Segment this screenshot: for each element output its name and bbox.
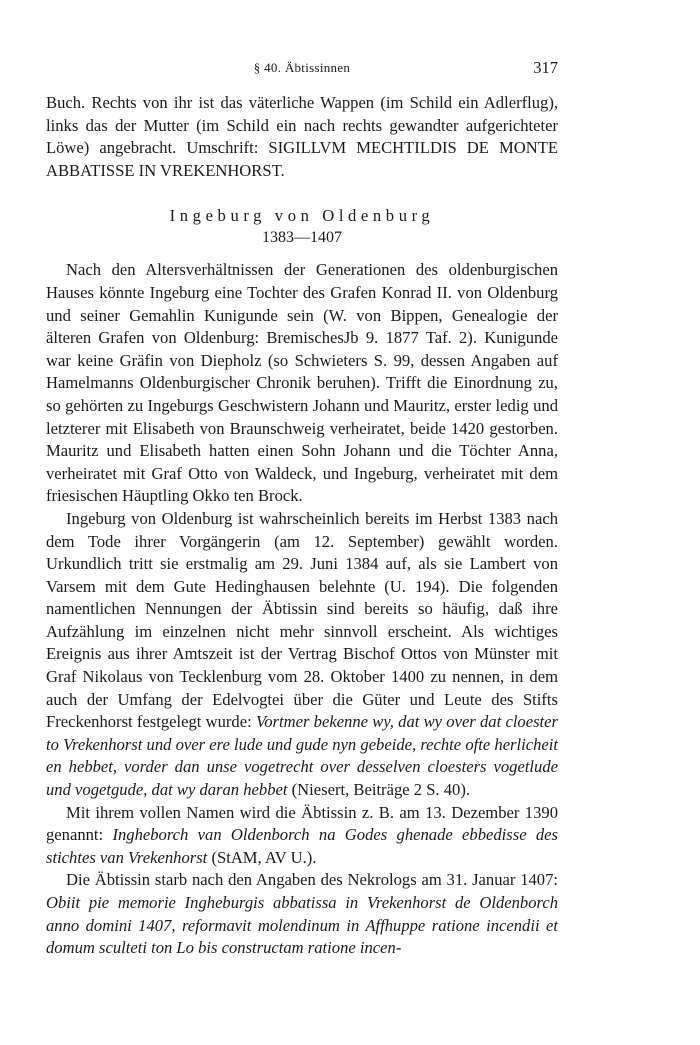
section-heading: Ingeburg von Oldenburg [169, 206, 435, 226]
paragraph-text: Mit ihrem vollen Namen wird die Äbtissin z. B. am 13. Dezember 1390 genannt: [46, 802, 558, 845]
paragraph-election [46, 508, 558, 802]
running-title: § 40. Äbtissinnen [253, 60, 351, 75]
citation: (StAM, AV U.). [211, 847, 317, 867]
section-years: 1383—1407 [262, 229, 342, 247]
quote-text: Vortmer bekenne wy, dat wy over dat cloester to Vrekenhorst und over ere lude und gude nyn gebeide, rechte ofte herlicheit en hebbet, vorder dan unse vogetrecht over desselven cloesters vogetlude und vogetgude, dat wy daran hebbet [46, 712, 558, 800]
page-header [46, 60, 558, 82]
citation: (Niesert, Beiträge 2 S. 40). [291, 780, 470, 800]
paragraph-genealogy: Nach den Altersverhältnissen der Generationen des oldenburgischen Hauses könnte Ingeburg eine Tochter des Grafen Konrad II. von Oldenburg und seiner Gemahlin Kunigunde sein (W. von Bippen, Genealogie der älteren Grafen von Oldenburg: BremischesJb 9. 1877 Taf. 2). Kunigunde war keine Gräfin von Diepholz (so Schwieters S. 99, dessen Angaben auf Hamelmanns Oldenburgischer Chronik beruhen). Trifft die Einordnung zu, so gehörten zu Ingeburgs Geschwistern Johann und Mauritz, erster ledig und letzterer mit Elisabeth von Braunschweig verheiratet, beide 1420 gestorben. Mauritz und Elisabeth hatten einen Sohn Johann und die Töchter Anna, verheiratet mit Graf Otto von Waldeck, und Ingeburg, verheiratet mit dem friesischen Häuptling Okko ten Brock. [46, 260, 558, 506]
paragraph-text: Die Äbtissin starb nach den Angaben des Nekrologs am 31. Januar 1407: [66, 870, 558, 890]
quote-text: Ingheborch van Oldenborch na Godes ghenade ebbedisse des stichtes van Vrekenhorst [46, 825, 558, 867]
page-number: 317 [533, 58, 558, 77]
paragraph-full-name [46, 802, 558, 870]
page-body [46, 92, 558, 960]
intro-paragraph: Buch. Rechts von ihr ist das väterliche Wappen (im Schild ein Adlerflug), links das der Mutter (im Schild ein nach rechts gewandter aufgerichteter Löwe) angebracht. Umschrift: SIGILLVM MECHTILDIS DE MONTE ABBATISSE IN VREKENHORST. [46, 93, 558, 180]
paragraph-text: Ingeburg von Oldenburg ist wahrscheinlich bereits im Herbst 1383 nach dem Tode ihrer Vorgängerin (am 12. September) gewählt worden. Urkundlich tritt sie erstmalig am 29. Juni 1384 auf, als sie Lambert von Varsem mit dem Gute Hedinghausen belehnte (U. 194). Die folgenden namentlichen Nennungen der Äbtissin sind bereits so häufig, daß ihre Aufzählung im einzelnen nicht mehr sinnvoll erscheint. Als wichtiges Ereignis aus ihrer Amtszeit ist der Vertrag Bischof Ottos von Münster mit Graf Nikolaus von Tecklenburg vom 28. Oktober 1400 zu nennen, in dem auch der Umfang der Edelvogtei über die Güter und Leute des Stifts Freckenhorst festgelegt wurde: [46, 508, 558, 732]
paragraph-death [46, 869, 558, 959]
quote-text: Obiit pie memorie Ingheburgis abbatissa in Vrekenhorst de Oldenborch anno domini 1407, reformavit molendinum in Affhuppe ratione incendii et domum sculteti ton Lo bis constructam ratione incen- [46, 893, 558, 958]
